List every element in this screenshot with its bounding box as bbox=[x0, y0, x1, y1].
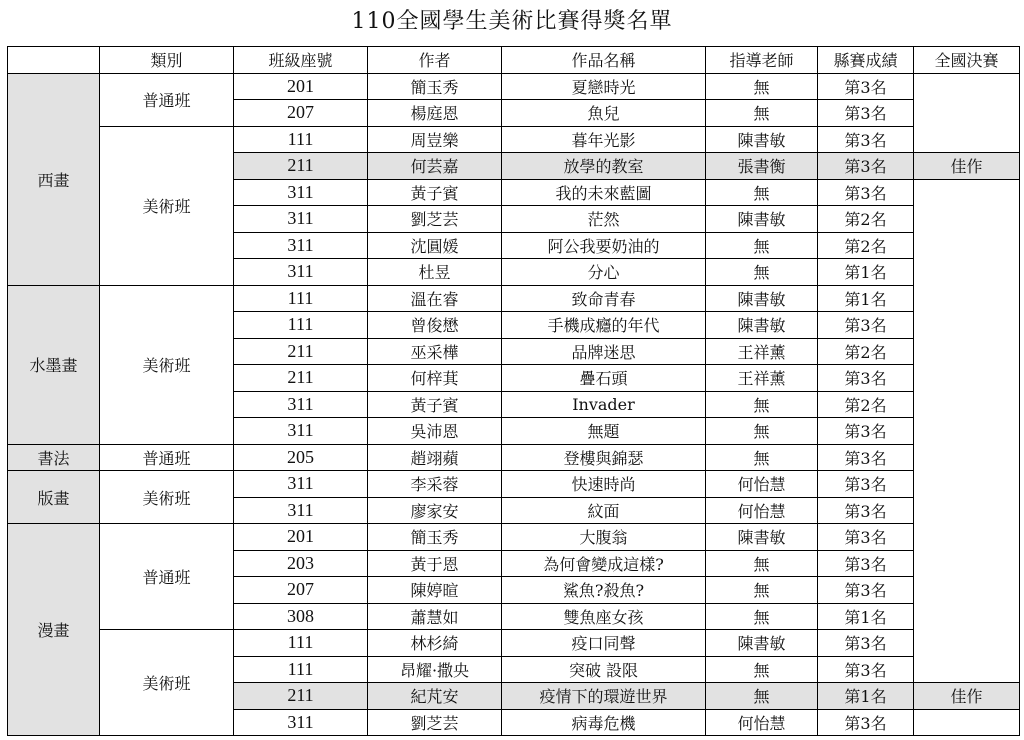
teacher-cell: 無 bbox=[706, 577, 818, 604]
work-cell: 手機成癮的年代 bbox=[502, 312, 706, 339]
teacher-cell: 王祥薰 bbox=[706, 365, 818, 392]
category-cell: 西畫 bbox=[8, 73, 100, 285]
county-result-cell: 第3名 bbox=[818, 709, 914, 736]
teacher-cell: 無 bbox=[706, 550, 818, 577]
work-cell: 茫然 bbox=[502, 206, 706, 233]
national-final-cell bbox=[914, 709, 1020, 736]
author-cell: 楊庭恩 bbox=[368, 100, 502, 127]
award-table bbox=[7, 46, 1020, 736]
county-result-cell: 第1名 bbox=[818, 603, 914, 630]
seat-cell: 211 bbox=[234, 338, 368, 365]
author-cell: 沈圓媛 bbox=[368, 232, 502, 259]
teacher-cell: 何怡慧 bbox=[706, 497, 818, 524]
author-cell: 廖家安 bbox=[368, 497, 502, 524]
county-result-cell: 第3名 bbox=[818, 418, 914, 445]
county-result-cell: 第2名 bbox=[818, 338, 914, 365]
national-final-cell bbox=[914, 73, 1020, 153]
teacher-cell: 無 bbox=[706, 73, 818, 100]
teacher-cell: 無 bbox=[706, 232, 818, 259]
class-cell: 美術班 bbox=[100, 471, 234, 524]
work-cell: 夏戀時光 bbox=[502, 73, 706, 100]
county-result-cell: 第3名 bbox=[818, 444, 914, 471]
teacher-cell: 何怡慧 bbox=[706, 471, 818, 498]
county-result-cell: 第3名 bbox=[818, 471, 914, 498]
author-cell: 黃子賓 bbox=[368, 179, 502, 206]
seat-cell: 211 bbox=[234, 153, 368, 180]
seat-cell: 311 bbox=[234, 206, 368, 233]
table-row bbox=[8, 630, 1020, 657]
seat-cell: 311 bbox=[234, 232, 368, 259]
table-row bbox=[8, 73, 1020, 100]
teacher-cell: 無 bbox=[706, 683, 818, 710]
teacher-cell: 陳書敏 bbox=[706, 630, 818, 657]
seat-cell: 311 bbox=[234, 709, 368, 736]
author-cell: 李采蓉 bbox=[368, 471, 502, 498]
author-cell: 劉芝芸 bbox=[368, 206, 502, 233]
seat-cell: 211 bbox=[234, 683, 368, 710]
teacher-cell: 陳書敏 bbox=[706, 206, 818, 233]
teacher-cell: 陳書敏 bbox=[706, 524, 818, 551]
work-cell: 疫情下的環遊世界 bbox=[502, 683, 706, 710]
seat-cell: 201 bbox=[234, 73, 368, 100]
teacher-cell: 王祥薰 bbox=[706, 338, 818, 365]
county-result-cell: 第2名 bbox=[818, 232, 914, 259]
county-result-cell: 第3名 bbox=[818, 630, 914, 657]
county-result-cell: 第3名 bbox=[818, 100, 914, 127]
national-final-cell: 佳作 bbox=[914, 683, 1020, 710]
category-cell: 書法 bbox=[8, 444, 100, 471]
teacher-cell: 無 bbox=[706, 179, 818, 206]
seat-cell: 211 bbox=[234, 365, 368, 392]
header-row bbox=[8, 47, 1020, 74]
seat-cell: 311 bbox=[234, 418, 368, 445]
county-result-cell: 第1名 bbox=[818, 683, 914, 710]
author-cell: 何梓萁 bbox=[368, 365, 502, 392]
county-result-cell: 第1名 bbox=[818, 285, 914, 312]
category-cell: 水墨畫 bbox=[8, 285, 100, 444]
author-cell: 簡玉秀 bbox=[368, 73, 502, 100]
county-result-cell: 第3名 bbox=[818, 126, 914, 153]
table-row bbox=[8, 444, 1020, 471]
author-cell: 趙翊蘋 bbox=[368, 444, 502, 471]
work-cell: 病毒危機 bbox=[502, 709, 706, 736]
seat-cell: 111 bbox=[234, 656, 368, 683]
seat-cell: 311 bbox=[234, 391, 368, 418]
county-result-cell: 第3名 bbox=[818, 524, 914, 551]
header-cell-seat: 班級座號 bbox=[234, 47, 368, 74]
teacher-cell: 無 bbox=[706, 259, 818, 286]
header-cell-work: 作品名稱 bbox=[502, 47, 706, 74]
work-cell: Invader bbox=[502, 391, 706, 418]
county-result-cell: 第3名 bbox=[818, 497, 914, 524]
author-cell: 周豈樂 bbox=[368, 126, 502, 153]
author-cell: 何芸嘉 bbox=[368, 153, 502, 180]
work-cell: 大腹翁 bbox=[502, 524, 706, 551]
county-result-cell: 第1名 bbox=[818, 259, 914, 286]
county-result-cell: 第3名 bbox=[818, 656, 914, 683]
work-cell: 為何會變成這樣? bbox=[502, 550, 706, 577]
work-cell: 放學的教室 bbox=[502, 153, 706, 180]
teacher-cell: 無 bbox=[706, 603, 818, 630]
county-result-cell: 第3名 bbox=[818, 550, 914, 577]
teacher-cell: 陳書敏 bbox=[706, 285, 818, 312]
county-result-cell: 第3名 bbox=[818, 577, 914, 604]
county-result-cell: 第3名 bbox=[818, 153, 914, 180]
class-cell: 普通班 bbox=[100, 73, 234, 126]
author-cell: 昂耀·撒央 bbox=[368, 656, 502, 683]
work-cell: 魚兒 bbox=[502, 100, 706, 127]
work-cell: 快速時尚 bbox=[502, 471, 706, 498]
teacher-cell: 無 bbox=[706, 656, 818, 683]
work-cell: 品牌迷思 bbox=[502, 338, 706, 365]
header-cell-county: 縣賽成績 bbox=[818, 47, 914, 74]
national-final-cell bbox=[914, 179, 1020, 683]
seat-cell: 311 bbox=[234, 259, 368, 286]
work-cell: 致命青春 bbox=[502, 285, 706, 312]
work-cell: 紋面 bbox=[502, 497, 706, 524]
county-result-cell: 第3名 bbox=[818, 365, 914, 392]
table-row bbox=[8, 524, 1020, 551]
seat-cell: 311 bbox=[234, 179, 368, 206]
author-cell: 黃于恩 bbox=[368, 550, 502, 577]
seat-cell: 203 bbox=[234, 550, 368, 577]
seat-cell: 311 bbox=[234, 471, 368, 498]
header-cell-blank bbox=[8, 47, 100, 74]
seat-cell: 308 bbox=[234, 603, 368, 630]
work-cell: 阿公我要奶油的 bbox=[502, 232, 706, 259]
seat-cell: 111 bbox=[234, 312, 368, 339]
author-cell: 蕭慧如 bbox=[368, 603, 502, 630]
class-cell: 美術班 bbox=[100, 630, 234, 736]
document-title: 110全國學生美術比賽得獎名單 bbox=[351, 9, 673, 34]
class-cell: 普通班 bbox=[100, 444, 234, 471]
seat-cell: 111 bbox=[234, 285, 368, 312]
author-cell: 黃子賓 bbox=[368, 391, 502, 418]
county-result-cell: 第2名 bbox=[818, 206, 914, 233]
county-result-cell: 第3名 bbox=[818, 73, 914, 100]
seat-cell: 207 bbox=[234, 577, 368, 604]
author-cell: 林杉綺 bbox=[368, 630, 502, 657]
table-row bbox=[8, 471, 1020, 498]
header-cell-teacher: 指導老師 bbox=[706, 47, 818, 74]
work-cell: 鯊魚?殺魚? bbox=[502, 577, 706, 604]
county-result-cell: 第3名 bbox=[818, 312, 914, 339]
work-cell: 疊石頭 bbox=[502, 365, 706, 392]
teacher-cell: 無 bbox=[706, 100, 818, 127]
county-result-cell: 第2名 bbox=[818, 391, 914, 418]
work-cell: 我的未來藍圖 bbox=[502, 179, 706, 206]
author-cell: 陳婷暄 bbox=[368, 577, 502, 604]
category-cell: 版畫 bbox=[8, 471, 100, 524]
teacher-cell: 無 bbox=[706, 391, 818, 418]
class-cell: 普通班 bbox=[100, 524, 234, 630]
author-cell: 巫采樺 bbox=[368, 338, 502, 365]
author-cell: 紀芃安 bbox=[368, 683, 502, 710]
category-cell: 漫畫 bbox=[8, 524, 100, 736]
teacher-cell: 陳書敏 bbox=[706, 312, 818, 339]
work-cell: 暮年光影 bbox=[502, 126, 706, 153]
author-cell: 劉芝芸 bbox=[368, 709, 502, 736]
header-cell-final: 全國決賽 bbox=[914, 47, 1020, 74]
class-cell: 美術班 bbox=[100, 285, 234, 444]
author-cell: 吳沛恩 bbox=[368, 418, 502, 445]
author-cell: 杜昱 bbox=[368, 259, 502, 286]
seat-cell: 201 bbox=[234, 524, 368, 551]
teacher-cell: 無 bbox=[706, 418, 818, 445]
class-cell: 美術班 bbox=[100, 126, 234, 285]
work-cell: 疫口同聲 bbox=[502, 630, 706, 657]
teacher-cell: 何怡慧 bbox=[706, 709, 818, 736]
author-cell: 曾俊懋 bbox=[368, 312, 502, 339]
seat-cell: 311 bbox=[234, 497, 368, 524]
teacher-cell: 張書衡 bbox=[706, 153, 818, 180]
teacher-cell: 陳書敏 bbox=[706, 126, 818, 153]
table-row bbox=[8, 285, 1020, 312]
seat-cell: 111 bbox=[234, 630, 368, 657]
national-final-cell: 佳作 bbox=[914, 153, 1020, 180]
work-cell: 登樓與錦瑟 bbox=[502, 444, 706, 471]
work-cell: 無題 bbox=[502, 418, 706, 445]
seat-cell: 111 bbox=[234, 126, 368, 153]
seat-cell: 207 bbox=[234, 100, 368, 127]
author-cell: 溫在睿 bbox=[368, 285, 502, 312]
seat-cell: 205 bbox=[234, 444, 368, 471]
author-cell: 簡玉秀 bbox=[368, 524, 502, 551]
work-cell: 雙魚座女孩 bbox=[502, 603, 706, 630]
table-row bbox=[8, 126, 1020, 153]
work-cell: 突破 設限 bbox=[502, 656, 706, 683]
teacher-cell: 無 bbox=[706, 444, 818, 471]
header-cell-author: 作者 bbox=[368, 47, 502, 74]
work-cell: 分心 bbox=[502, 259, 706, 286]
county-result-cell: 第3名 bbox=[818, 179, 914, 206]
header-cell-category-class: 類別 bbox=[100, 47, 234, 74]
